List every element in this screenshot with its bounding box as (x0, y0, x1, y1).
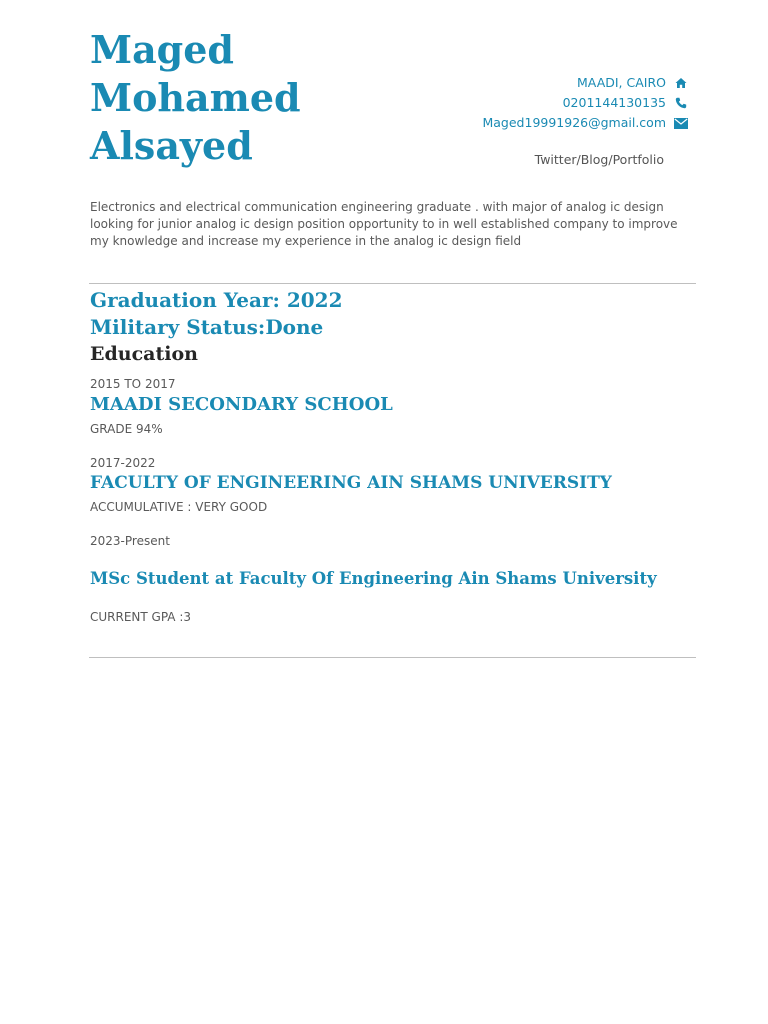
education-dates: 2015 TO 2017 (90, 377, 176, 391)
name-line-3: Alsayed (90, 123, 253, 168)
candidate-name (90, 26, 390, 170)
email-link[interactable]: Maged19991926@gmail.com (482, 115, 666, 130)
envelope-icon (674, 116, 688, 130)
divider-bottom (89, 657, 696, 658)
phone-text: 0201144130135 (562, 95, 666, 110)
name-line-2: Mohamed (90, 75, 301, 120)
education-detail: CURRENT GPA :3 (90, 610, 192, 624)
divider-top (89, 283, 696, 284)
education-institution: FACULTY OF ENGINEERING AIN SHAMS UNIVERSITY (90, 473, 612, 493)
phone-icon (674, 96, 688, 110)
military-status: Military Status:Done (90, 315, 324, 339)
education-institution: MAADI SECONDARY SCHOOL (90, 394, 393, 415)
objective-text: Electronics and electrical communication engineering graduate . with major of analog ic design looking for junior analog ic design position opportunity to in well established company to improve my knowledge and increase my experience in the analog ic design field (90, 200, 678, 248)
education-heading: Education (90, 343, 198, 365)
contact-email (482, 113, 688, 133)
education-detail: ACCUMULATIVE : VERY GOOD (90, 500, 268, 514)
education-dates: 2023-Present (90, 534, 170, 548)
contact-info (482, 73, 688, 133)
contact-phone (482, 93, 688, 113)
contact-address (482, 73, 688, 93)
social-links[interactable]: Twitter/Blog/Portfolio (534, 152, 664, 167)
address-text: MAADI, CAIRO (577, 75, 666, 90)
graduation-year: Graduation Year: 2022 (90, 288, 343, 312)
name-line-1: Maged (90, 27, 235, 72)
education-detail: GRADE 94% (90, 422, 163, 436)
home-icon (674, 76, 688, 90)
education-institution: MSc Student at Faculty Of Engineering Ain Shams University (90, 569, 657, 588)
education-dates: 2017-2022 (90, 456, 156, 470)
